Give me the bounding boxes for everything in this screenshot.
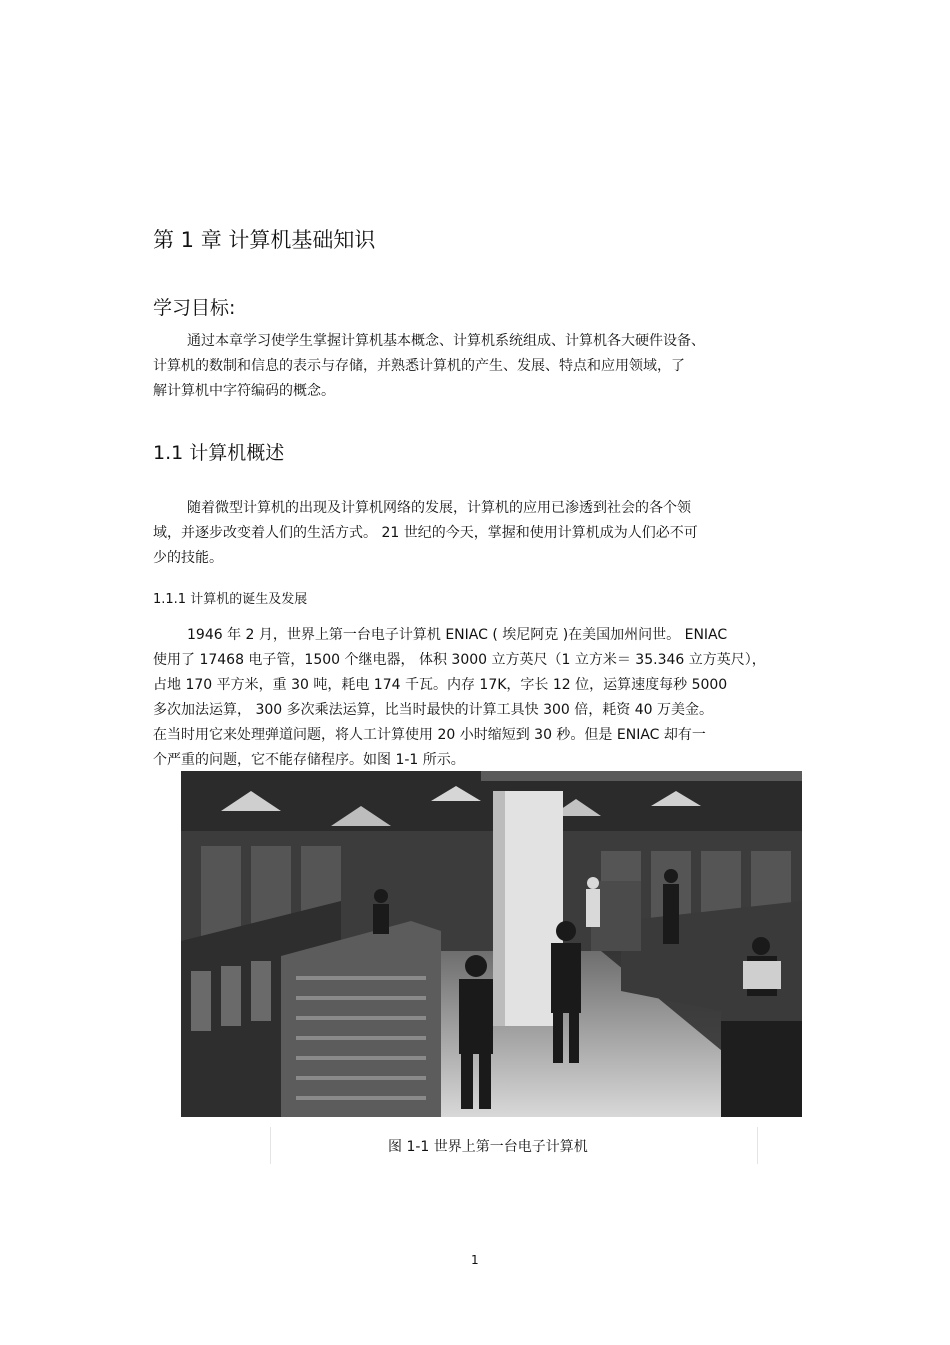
paragraph-line: 占地 170 平方米，重 30 吨，耗电 174 千瓦。内存 17K，字长 12 位，运算速度每秒 5000 [153, 677, 728, 693]
page-number: 1 [471, 1253, 479, 1267]
subsection-heading: 1.1.1 计算机的诞生及发展 [153, 592, 308, 607]
eniac-photo [181, 771, 802, 1117]
section-heading: 1.1 计算机概述 [153, 442, 285, 464]
learning-goals-heading: 学习目标: [153, 297, 236, 319]
learning-goals-paragraph [153, 329, 705, 404]
paragraph-line: 解计算机中字符编码的概念。 [153, 383, 335, 399]
figure-caption: 图 1-1 世界上第一台电子计算机 [388, 1139, 588, 1155]
chapter-title: 第 1 章 计算机基础知识 [153, 228, 376, 252]
eniac-paragraph [153, 623, 766, 773]
paragraph-line: 域，并逐步改变着人们的生活方式。 21 世纪的今天，掌握和使用计算机成为人们必不可 [153, 525, 698, 541]
paragraph-line: 使用了 17468 电子管，1500 个继电器， 体积 3000 立方英尺（1 立方米＝ 35.346 立方英尺）， [153, 652, 766, 668]
overview-paragraph [153, 496, 698, 571]
paragraph-line: 多次加法运算， 300 多次乘法运算，比当时最快的计算工具快 300 倍，耗资 40 万美金。 [153, 702, 713, 718]
paragraph-line: 通过本章学习使学生掌握计算机基本概念、计算机系统组成、计算机各大硬件设备、 [187, 333, 705, 349]
paragraph-line: 1946 年 2 月，世界上第一台电子计算机 ENIAC ( 埃尼阿克 )在美国加州问世。 ENIAC [187, 627, 728, 643]
paragraph-line: 少的技能。 [153, 550, 223, 566]
paragraph-line: 随着微型计算机的出现及计算机网络的发展，计算机的应用已渗透到社会的各个领 [187, 500, 691, 516]
paragraph-line: 在当时用它来处理弹道问题，将人工计算使用 20 小时缩短到 30 秒。但是 ENIAC 却有一 [153, 727, 706, 743]
paragraph-line: 计算机的数制和信息的表示与存储，并熟悉计算机的产生、发展、特点和应用领域，了 [153, 358, 685, 374]
paragraph-line: 个严重的问题，它不能存储程序。如图 1-1 所示。 [153, 752, 465, 768]
